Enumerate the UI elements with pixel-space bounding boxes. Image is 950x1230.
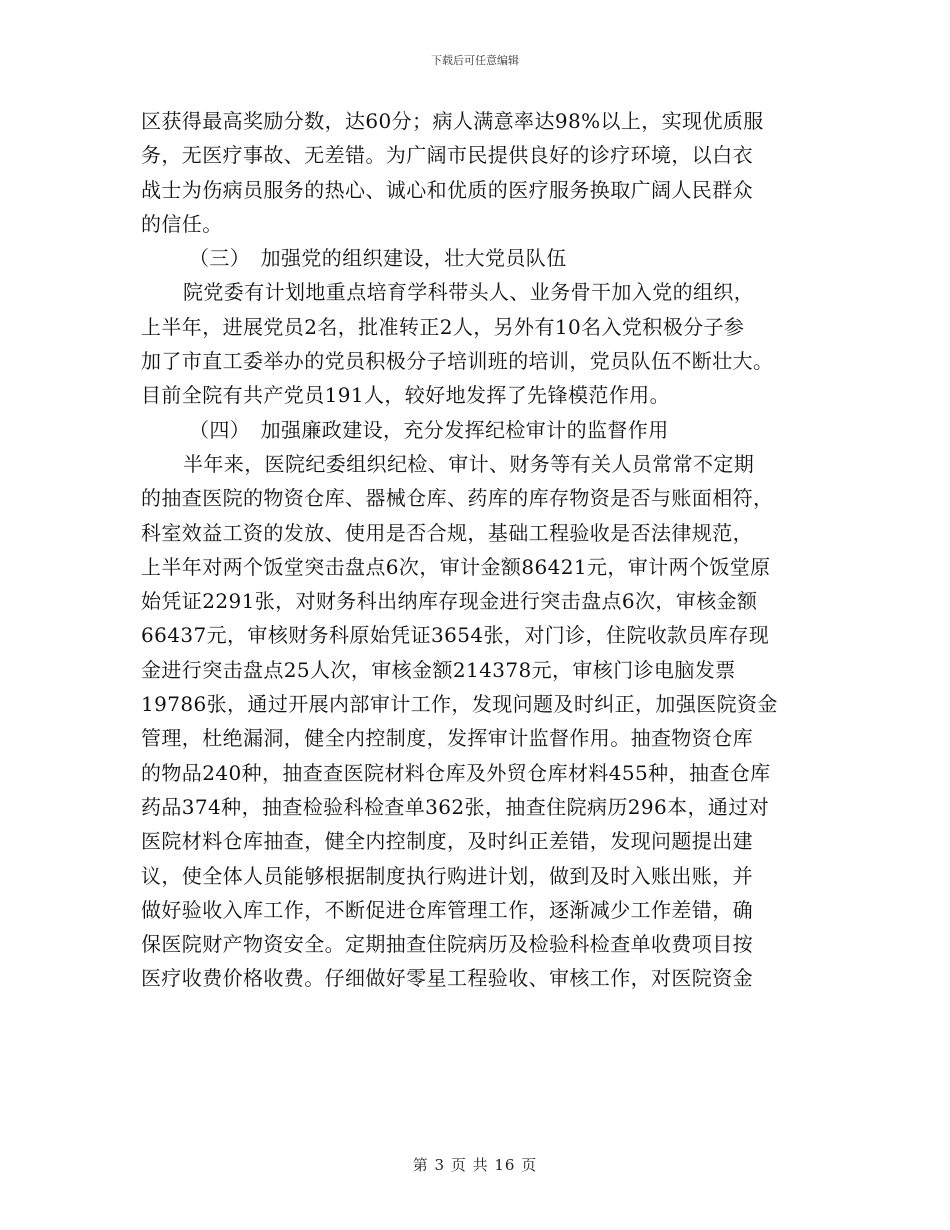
body-line: 管理，杜绝漏洞，健全内控制度，发挥审计监督作用。抽查物资仓库: [141, 726, 753, 751]
body-line: 保医院财产物资安全。定期抽查住院病历及检验科检查单收费项目按: [141, 932, 753, 957]
body-line: 目前全院有共产党员191人，较好地发挥了先锋模范作用。: [141, 383, 670, 408]
body-line: 药品374种，抽查检验科检查单362张，抽查住院病历296本，通过对: [141, 794, 770, 819]
body-line: 始凭证2291张，对财务科出纳库存现金进行突击盘点6次，审核金额: [141, 589, 758, 614]
body-line: 医疗收费价格收费。仔细做好零星工程验收、审核工作，对医院资金: [141, 966, 753, 991]
body-line: 战士为伤病员服务的热心、诚心和优质的医疗服务换取广阔人民群众: [141, 177, 753, 202]
body-line: 区获得最高奖励分数，达60分；病人满意率达98%以上，实现优质服: [141, 109, 764, 133]
body-line: 议，使全体人员能够根据制度执行购进计划，做到及时入账出账，并: [141, 863, 753, 888]
body-line: 的物品240种，抽查查医院材料仓库及外贸仓库材料455种，抽查仓库: [141, 760, 771, 785]
section-heading-4: （四） 加强廉政建设，充分发挥纪检审计的监督作用: [189, 417, 669, 442]
body-line: 上半年，进展党员2名，批准转正2人，另外有10名入党积极分子参: [141, 314, 745, 339]
document-body: [141, 104, 816, 996]
body-line: 金进行突击盘点25人次，审核金额214378元，审核门诊电脑发票: [141, 657, 736, 682]
page-number: 第 3 页 共 16 页: [412, 1156, 538, 1174]
body-line: 科室效益工资的发放、使用是否合规，基础工程验收是否法律规范，: [141, 520, 753, 545]
section-heading-3: （三） 加强党的组织建设，壮大党员队伍: [189, 246, 567, 271]
body-line: 院党委有计划地重点培育学科带头人、业务骨干加入党的组织，: [183, 280, 755, 305]
body-line: 医院材料仓库抽查，健全内控制度，及时纠正差错，发现问题提出建: [141, 829, 753, 854]
body-line: 做好验收入库工作，不断促进仓库管理工作，逐渐减少工作差错，确: [141, 897, 753, 922]
body-line: 的抽查医院的物资仓库、器械仓库、药库的库存物资是否与账面相符，: [141, 486, 774, 511]
body-line: 半年来，医院纪委组织纪检、审计、财务等有关人员常常不定期: [183, 451, 755, 476]
body-line: 加了市直工委举办的党员积极分子培训班的培训，党员队伍不断壮大。: [141, 349, 774, 374]
body-line: 19786张，通过开展内部审计工作，发现问题及时纠正，加强医院资金: [141, 692, 778, 717]
body-line: 上半年对两个饭堂突击盘点6次，审计金额86421元，审计两个饭堂原: [141, 554, 771, 579]
page-header: 下载后可任意编辑: [431, 54, 519, 67]
body-line: 的信任。: [141, 211, 223, 236]
body-line: 66437元，审核财务科原始凭证3654张，对门诊，住院收款员库存现: [141, 623, 770, 648]
body-line: 务，无医疗事故、无差错。为广阔市民提供良好的诊疗环境，以白衣: [141, 143, 753, 168]
